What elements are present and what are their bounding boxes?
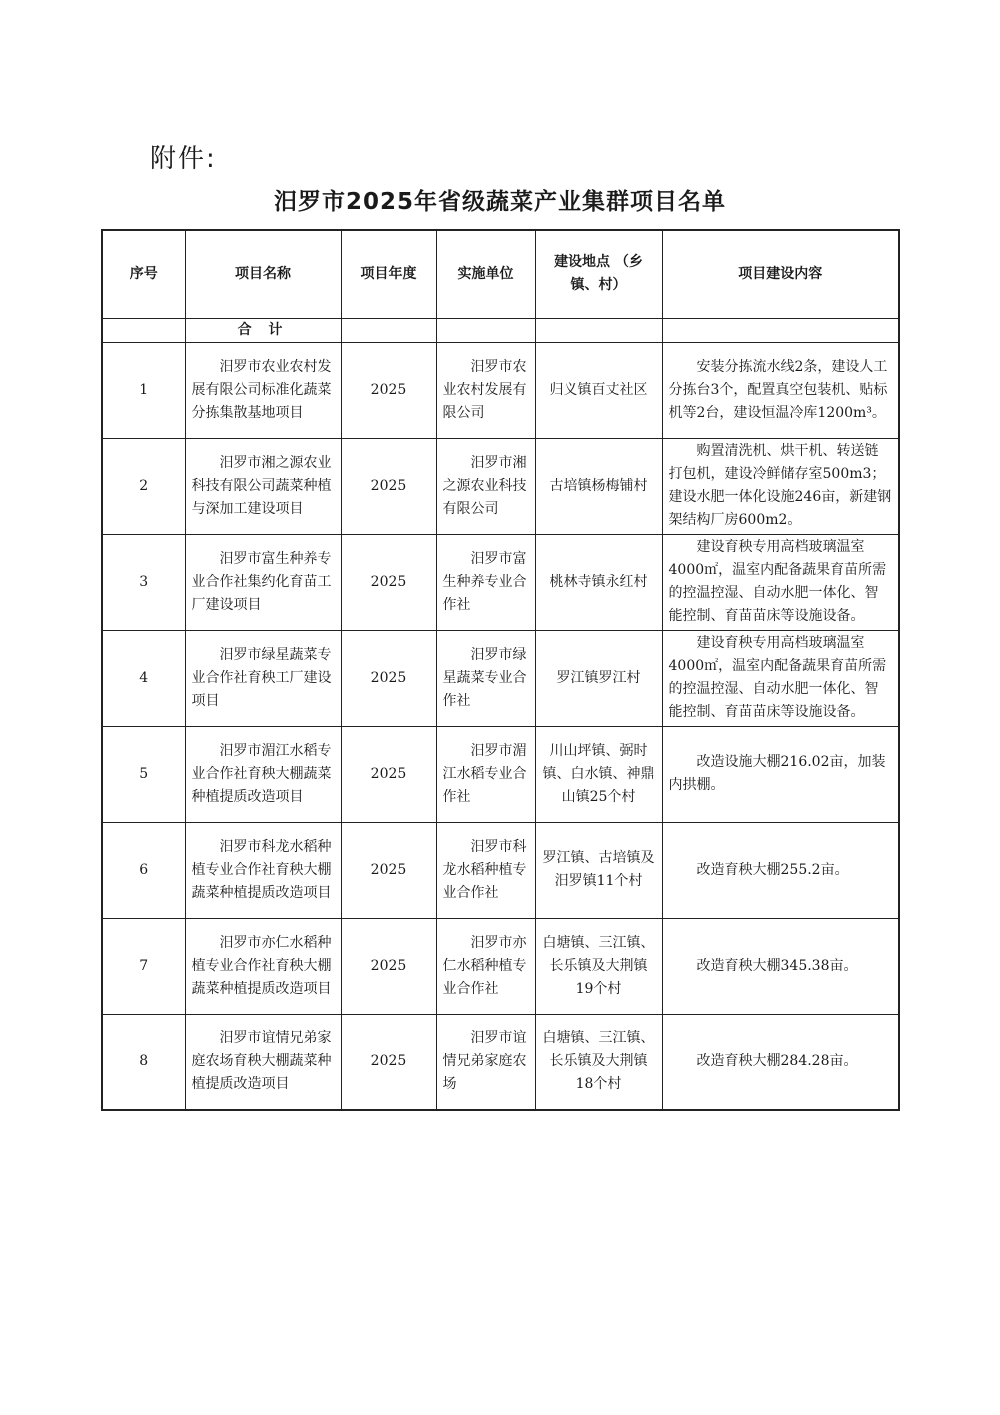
cell-project-name: 汨罗市绿星蔬菜专业合作社育秧工厂建设项目 [185,630,341,726]
cell-location: 川山坪镇、弼时镇、白水镇、神鼎山镇25个村 [535,726,662,822]
cell-index: 1 [102,342,185,438]
header-name: 项目名称 [185,230,341,318]
cell-year: 2025 [341,438,436,534]
cell-project-name: 汨罗市农业农村发展有限公司标准化蔬菜分拣集散基地项目 [185,342,341,438]
cell-year: 2025 [341,630,436,726]
cell-unit: 汨罗市科龙水稻种植专业合作社 [436,822,535,918]
table-header-row [102,230,899,318]
cell-content: 改造育秧大棚255.2亩。 [662,822,899,918]
cell-unit: 汨罗市亦仁水稻种植专业合作社 [436,918,535,1014]
cell-content: 建设育秧专用高档玻璃温室4000㎡，温室内配备蔬果育苗所需的控温控湿、自动水肥一体化、智能控制、育苗苗床等设施设备。 [662,534,899,630]
cell-content: 改造育秧大棚284.28亩。 [662,1014,899,1110]
table-row [102,630,899,726]
cell-project-name: 汨罗市谊情兄弟家庭农场育秧大棚蔬菜种植提质改造项目 [185,1014,341,1110]
cell-project-name: 汨罗市科龙水稻种植专业合作社育秧大棚蔬菜种植提质改造项目 [185,822,341,918]
cell-content: 改造育秧大棚345.38亩。 [662,918,899,1014]
total-row [102,318,899,342]
cell-location: 罗江镇罗江村 [535,630,662,726]
table-row [102,822,899,918]
cell-unit: 汨罗市湘之源农业科技有限公司 [436,438,535,534]
table-row [102,918,899,1014]
cell-project-name: 汨罗市湘之源农业科技有限公司蔬菜种植与深加工建设项目 [185,438,341,534]
table-row [102,726,899,822]
attachment-label: 附件: [150,144,217,174]
cell-index: 6 [102,822,185,918]
header-index: 序号 [102,230,185,318]
cell-location: 罗江镇、古培镇及汨罗镇11个村 [535,822,662,918]
cell-location: 白塘镇、三江镇、长乐镇及大荆镇19个村 [535,918,662,1014]
cell-unit: 汨罗市农业农村发展有限公司 [436,342,535,438]
header-content: 项目建设内容 [662,230,899,318]
total-label: 合 计 [185,318,341,342]
cell-unit: 汨罗市富生种养专业合作社 [436,534,535,630]
cell-project-name: 汨罗市湄江水稻专业合作社育秧大棚蔬菜种植提质改造项目 [185,726,341,822]
cell-index: 8 [102,1014,185,1110]
cell-location: 古培镇杨梅铺村 [535,438,662,534]
cell-content: 改造设施大棚216.02亩，加装内拱棚。 [662,726,899,822]
cell-content: 建设育秧专用高档玻璃温室4000㎡，温室内配备蔬果育苗所需的控温控湿、自动水肥一体化、智能控制、育苗苗床等设施设备。 [662,630,899,726]
header-unit: 实施单位 [436,230,535,318]
header-year: 项目年度 [341,230,436,318]
cell-unit: 汨罗市谊情兄弟家庭农场 [436,1014,535,1110]
cell-project-name: 汨罗市富生种养专业合作社集约化育苗工厂建设项目 [185,534,341,630]
project-table [101,229,900,1111]
cell-index: 3 [102,534,185,630]
table-row [102,534,899,630]
cell-unit: 汨罗市绿星蔬菜专业合作社 [436,630,535,726]
cell-year: 2025 [341,534,436,630]
cell-location: 桃林寺镇永红村 [535,534,662,630]
cell-index: 5 [102,726,185,822]
table-row [102,438,899,534]
cell-index: 7 [102,918,185,1014]
cell-project-name: 汨罗市亦仁水稻种植专业合作社育秧大棚蔬菜种植提质改造项目 [185,918,341,1014]
document-title: 汨罗市2025年省级蔬菜产业集群项目名单 [273,189,726,215]
cell-year: 2025 [341,918,436,1014]
cell-year: 2025 [341,726,436,822]
cell-year: 2025 [341,342,436,438]
cell-year: 2025 [341,1014,436,1110]
cell-content: 安装分拣流水线2条，建设人工分拣台3个，配置真空包装机、贴标机等2台，建设恒温冷库1200m³。 [662,342,899,438]
table-row [102,1014,899,1110]
cell-year: 2025 [341,822,436,918]
cell-location: 归义镇百丈社区 [535,342,662,438]
cell-unit: 汨罗市湄江水稻专业合作社 [436,726,535,822]
table-row [102,342,899,438]
cell-index: 2 [102,438,185,534]
cell-location: 白塘镇、三江镇、长乐镇及大荆镇18个村 [535,1014,662,1110]
header-location: 建设地点 （乡镇、村） [535,230,662,318]
cell-index: 4 [102,630,185,726]
cell-content: 购置清洗机、烘干机、转送链打包机，建设冷鲜储存室500m3；建设水肥一体化设施246亩，新建钢架结构厂房600m2。 [662,438,899,534]
